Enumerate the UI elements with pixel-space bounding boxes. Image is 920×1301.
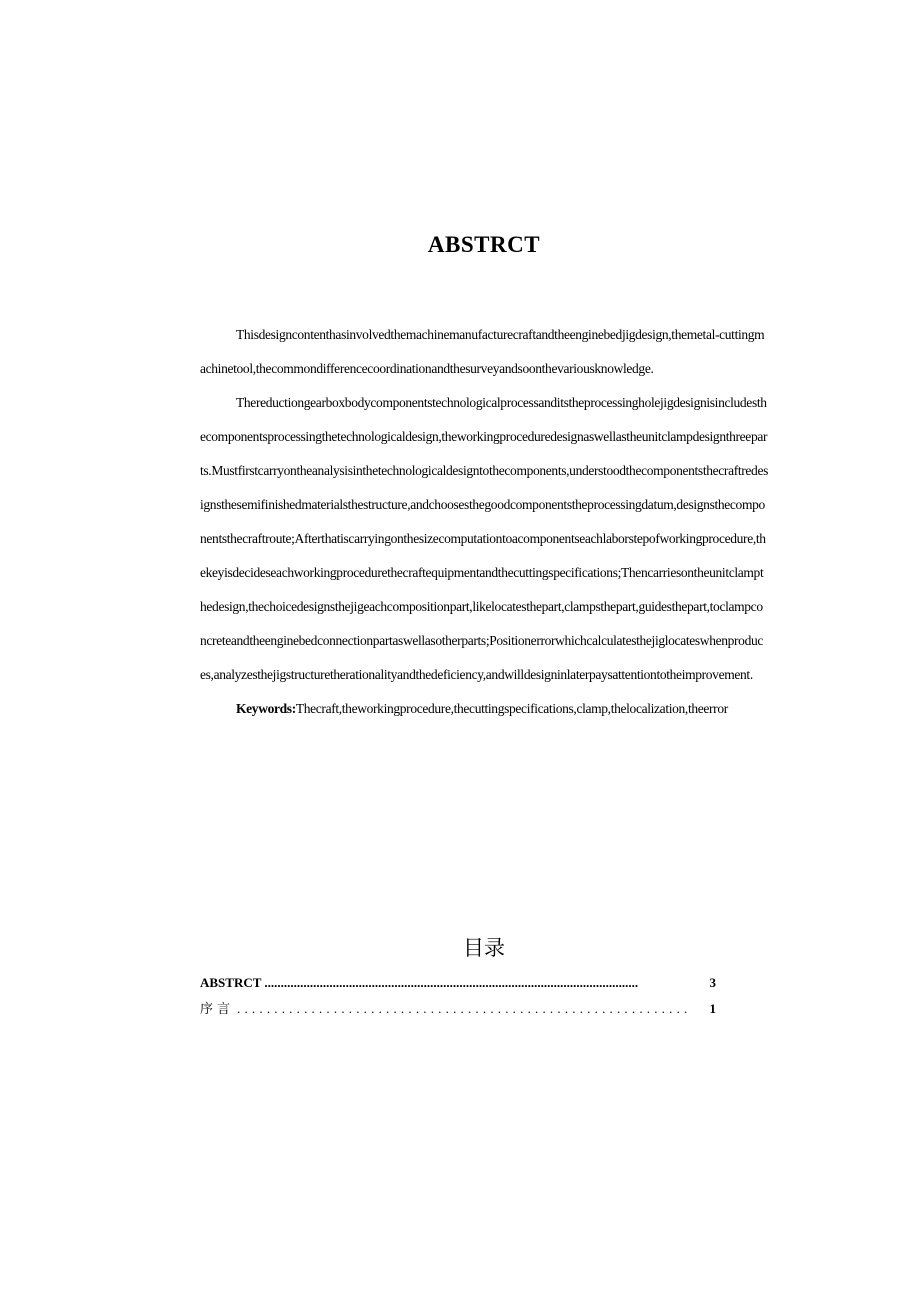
abstract-body [200,318,768,726]
abstract-paragraph-2: Thereductiongearboxbodycomponentstechnologicalprocessanditstheprocessingholejigdesignisincludesthecomponentsprocessingthetechnologicaldesign,theworkingproceduredesignaswellastheunitclampdesignthreeparts.Mustfirstcarryontheanalysisinthetechnologicaldesigntothecomponents,understoodthecomponentsthecraftredesignsthesemifinishedmaterialsthestructure,andchoosesthegoodcomponentstheprocessingdatum,designsthecomponentsthecraftroute;Afterthatiscarryingonthesizecomputationtoacomponentseachlaborstepofworkingprocedure,thekeyisdecideseachworkingprocedurethecraftequipmentandthecuttingspecifications;Thencarriesontheunitclampthedesign,thechoicedesignsthejigeachcompositionpart,likelocatesthepart,clampsthepart,guidesthepart,toclampconcreteandtheenginebedconnectionpartaswellasotherparts;Positionerrorwhichcalculatesthejiglocateswhenproduces,analyzesthejigstructuretherationalityandthedeficiency,andwilldesigninlaterpaysattentiontotheimprovement. [200,395,768,682]
toc-entry-page: 1 [709,1001,716,1016]
abstract-title: ABSTRCT [427,232,541,257]
toc-entry-preface[interactable] [200,998,716,1021]
table-of-contents [200,975,716,1021]
toc-entry-abstract[interactable] [200,975,716,998]
toc-entry-leader: ............................................................. [237,1001,692,1016]
toc-entry-leader: ................................................................................................................... [264,975,639,990]
toc-entry-page: 3 [709,975,716,990]
keywords-paragraph [200,692,768,726]
abstract-paragraph-1: Thisdesigncontenthasinvolvedthemachinemanufacturecraftandtheenginebedjigdesign,themetal-cuttingmachinetool,thecommondifferencecoordinationandthesurveyandsoonthevariousknowledge. [200,327,765,376]
keywords-text: Thecraft,theworkingprocedure,thecuttingspecifications,clamp,thelocalization,theerror [295,701,728,716]
toc-entry-label: ABSTRCT [200,975,262,990]
toc-title: 目录 [463,936,505,960]
keywords-label: Keywords: [236,701,296,716]
toc-entry-label: 序言 [200,1002,235,1017]
